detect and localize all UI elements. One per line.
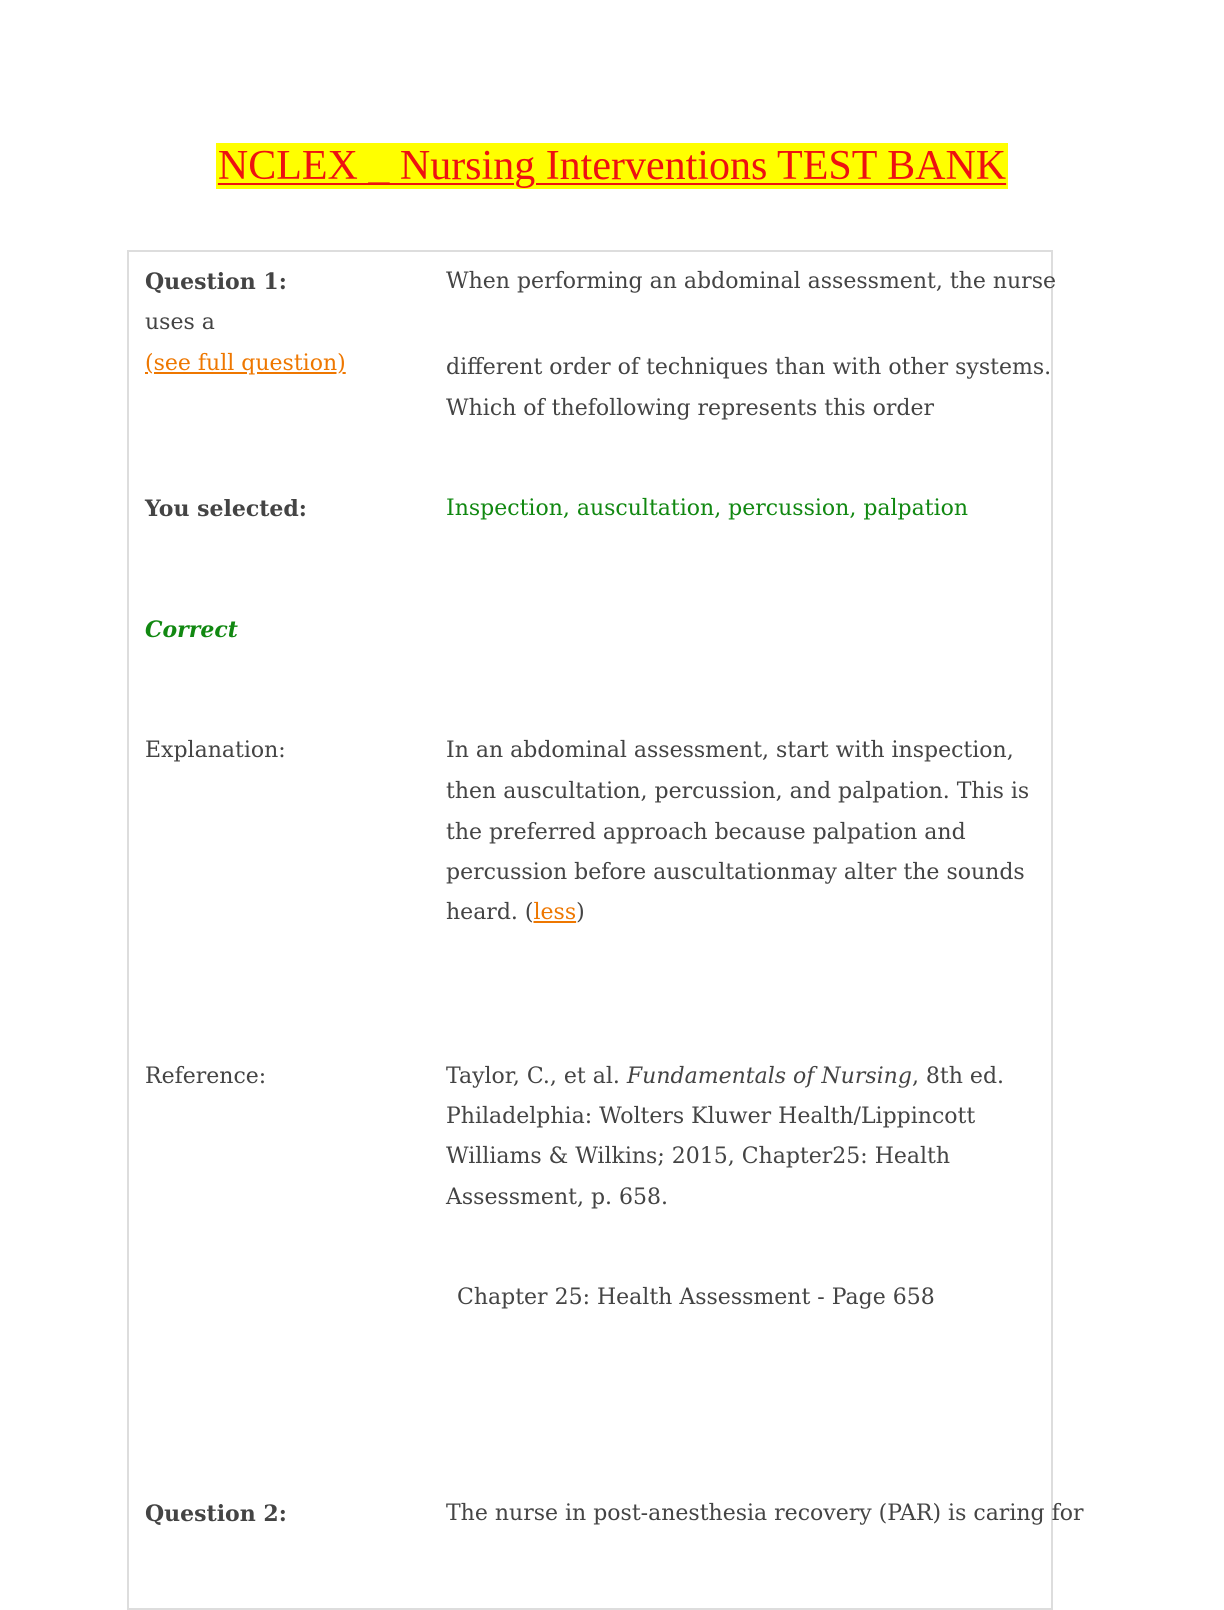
less-link[interactable]: less bbox=[533, 900, 577, 925]
explanation-line-1: In an abdominal assessment, start with inspection, bbox=[446, 738, 1014, 763]
explanation-line-5 bbox=[446, 893, 585, 933]
reference-label: Reference: bbox=[145, 1064, 267, 1089]
question-2-label: Question 2: bbox=[145, 1501, 287, 1527]
question-2-text-line-1: The nurse in post-anesthesia recovery (PAR) is caring for bbox=[446, 1501, 1084, 1526]
reference-line-3: Williams & Wilkins; 2015, Chapter25: Health bbox=[446, 1144, 951, 1169]
reference-line-1 bbox=[446, 1057, 1004, 1097]
explanation-line-5-close: ) bbox=[576, 900, 585, 925]
question-1-text-line-2: different order of techniques than with other systems. bbox=[446, 355, 1052, 380]
you-selected-label: You selected: bbox=[145, 496, 307, 522]
document-title-text[interactable]: NCLEX _ Nursing Interventions TEST BANK bbox=[217, 143, 1007, 189]
question-1-preview: uses a bbox=[145, 310, 215, 335]
reference-line-4: Assessment, p. 658. bbox=[446, 1185, 668, 1210]
document-title[interactable] bbox=[0, 142, 1224, 190]
selected-answer: Inspection, auscultation, percussion, palpation bbox=[446, 496, 969, 521]
explanation-line-5-text: heard. ( bbox=[446, 900, 534, 925]
reference-book-title: Fundamentals of Nursing bbox=[626, 1064, 912, 1089]
reference-line-2: Philadelphia: Wolters Kluwer Health/Lippincott bbox=[446, 1104, 976, 1129]
question-panel bbox=[127, 250, 1084, 1610]
chapter-page-note: Chapter 25: Health Assessment - Page 658 bbox=[457, 1285, 935, 1310]
explanation-line-3: the preferred approach because palpation and bbox=[446, 820, 966, 845]
explanation-line-4: percussion before auscultationmay alter the sounds bbox=[446, 860, 1025, 885]
see-full-question-link[interactable]: (see full question) bbox=[145, 351, 346, 376]
reference-edition: , 8th ed. bbox=[911, 1064, 1005, 1089]
explanation-line-2: then auscultation, percussion, and palpation. This is bbox=[446, 779, 1030, 804]
result-correct-label: Correct bbox=[145, 617, 238, 643]
question-1-text-line-1: When performing an abdominal assessment, the nurse bbox=[446, 269, 1057, 294]
question-1-label: Question 1: bbox=[145, 269, 287, 295]
reference-authors: Taylor, C., et al. bbox=[446, 1064, 627, 1089]
explanation-label: Explanation: bbox=[145, 738, 286, 763]
question-1-text-line-3: Which of thefollowing represents this order bbox=[446, 396, 934, 421]
